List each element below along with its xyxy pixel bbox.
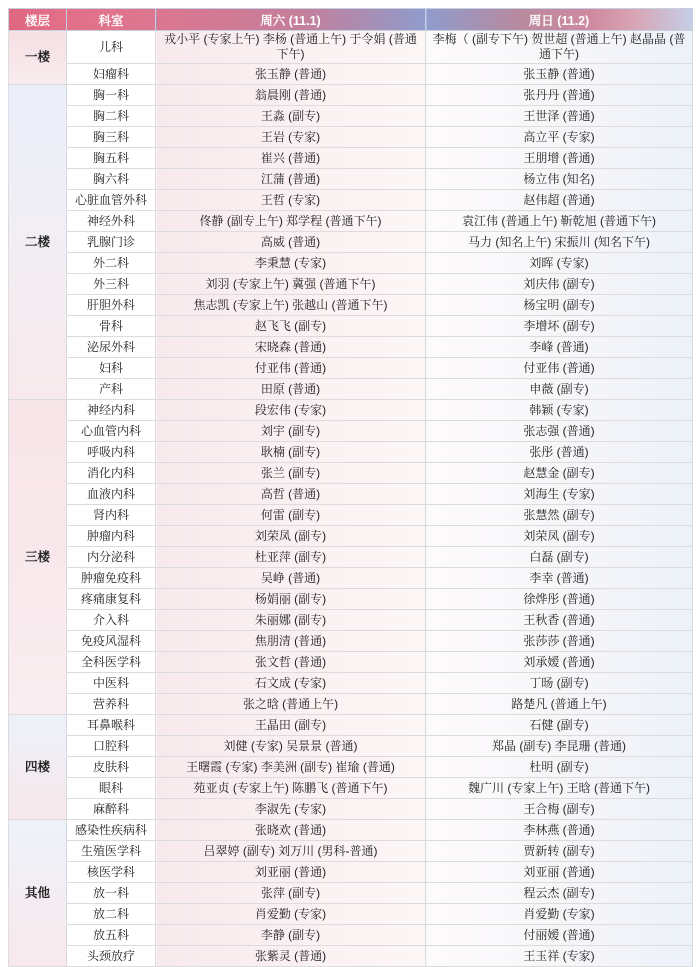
sunday-schedule-cell: 张丹丹 (普通) <box>426 85 693 106</box>
saturday-schedule-cell: 耿楠 (副专) <box>156 442 426 463</box>
table-row <box>9 337 693 358</box>
saturday-schedule-cell: 李静 (副专) <box>156 925 426 946</box>
sunday-schedule-cell: 石健 (副专) <box>426 715 693 736</box>
sunday-schedule-cell: 王世泽 (普通) <box>426 106 693 127</box>
table-row <box>9 862 693 883</box>
table-row <box>9 295 693 316</box>
department-cell: 妇科 <box>67 358 156 379</box>
floor-cell: 其他 <box>9 820 67 967</box>
saturday-schedule-cell: 付亚伟 (普通) <box>156 358 426 379</box>
table-row <box>9 631 693 652</box>
sunday-schedule-cell: 刘海生 (专家) <box>426 484 693 505</box>
sunday-schedule-cell: 高立平 (专家) <box>426 127 693 148</box>
table-row <box>9 190 693 211</box>
sunday-schedule-cell: 付亚伟 (普通) <box>426 358 693 379</box>
sunday-schedule-cell: 王秋香 (普通) <box>426 610 693 631</box>
table-row <box>9 106 693 127</box>
department-cell: 泌尿外科 <box>67 337 156 358</box>
sunday-schedule-cell: 李幸 (普通) <box>426 568 693 589</box>
sunday-schedule-cell: 张慧然 (副专) <box>426 505 693 526</box>
saturday-schedule-cell: 高哲 (普通) <box>156 484 426 505</box>
sunday-schedule-cell: 李增坏 (副专) <box>426 316 693 337</box>
table-row <box>9 379 693 400</box>
saturday-schedule-cell: 焦志凯 (专家上午) 张越山 (普通下午) <box>156 295 426 316</box>
table-row <box>9 568 693 589</box>
saturday-schedule-cell: 张玉静 (普通) <box>156 64 426 85</box>
saturday-schedule-cell: 张之晗 (普通上午) <box>156 694 426 715</box>
table-row <box>9 484 693 505</box>
table-row <box>9 673 693 694</box>
saturday-schedule-cell: 翁晨刚 (普通) <box>156 85 426 106</box>
saturday-schedule-cell: 刘宇 (副专) <box>156 421 426 442</box>
header-row <box>9 9 693 31</box>
saturday-schedule-cell: 田原 (普通) <box>156 379 426 400</box>
table-row <box>9 85 693 106</box>
header-saturday: 周六 (11.1) <box>156 9 426 31</box>
sunday-schedule-cell: 刘晖 (专家) <box>426 253 693 274</box>
table-row <box>9 547 693 568</box>
department-cell: 放一科 <box>67 883 156 904</box>
department-cell: 放五科 <box>67 925 156 946</box>
sunday-schedule-cell: 王玉祥 (专家) <box>426 946 693 967</box>
saturday-schedule-cell: 宋晓森 (普通) <box>156 337 426 358</box>
floor-cell: 四楼 <box>9 715 67 820</box>
table-row <box>9 652 693 673</box>
sunday-schedule-cell: 张玉静 (普通) <box>426 64 693 85</box>
saturday-schedule-cell: 吴峥 (普通) <box>156 568 426 589</box>
sunday-schedule-cell: 路楚凡 (普通上午) <box>426 694 693 715</box>
department-cell: 中医科 <box>67 673 156 694</box>
table-row <box>9 883 693 904</box>
sunday-schedule-cell: 赵伟超 (普通) <box>426 190 693 211</box>
saturday-schedule-cell: 石文成 (专家) <box>156 673 426 694</box>
department-cell: 免疫风湿科 <box>67 631 156 652</box>
saturday-schedule-cell: 江蒲 (普通) <box>156 169 426 190</box>
sunday-schedule-cell: 徐烨彤 (普通) <box>426 589 693 610</box>
sunday-schedule-cell: 张志强 (普通) <box>426 421 693 442</box>
department-cell: 胸三科 <box>67 127 156 148</box>
saturday-schedule-cell: 王曙霞 (专家) 李美洲 (副专) 崔瑜 (普通) <box>156 757 426 778</box>
sunday-schedule-cell: 刘承嫒 (普通) <box>426 652 693 673</box>
department-cell: 胸五科 <box>67 148 156 169</box>
table-row <box>9 463 693 484</box>
saturday-schedule-cell: 苑亚贞 (专家上午) 陈鹏飞 (普通下午) <box>156 778 426 799</box>
floor-cell: 一楼 <box>9 31 67 85</box>
saturday-schedule-cell: 刘羽 (专家上午) 冀强 (普通下午) <box>156 274 426 295</box>
sunday-schedule-cell: 王朋增 (普通) <box>426 148 693 169</box>
saturday-schedule-cell: 李淑先 (专家) <box>156 799 426 820</box>
table-row <box>9 442 693 463</box>
schedule-table <box>8 8 693 967</box>
department-cell: 口腔科 <box>67 736 156 757</box>
saturday-schedule-cell: 张萍 (副专) <box>156 883 426 904</box>
table-row <box>9 316 693 337</box>
table-body <box>9 31 693 967</box>
saturday-schedule-cell: 何雷 (副专) <box>156 505 426 526</box>
department-cell: 麻醉科 <box>67 799 156 820</box>
table-row <box>9 127 693 148</box>
department-cell: 乳腺门诊 <box>67 232 156 253</box>
saturday-schedule-cell: 王哲 (专家) <box>156 190 426 211</box>
saturday-schedule-cell: 杨娟丽 (副专) <box>156 589 426 610</box>
table-row <box>9 232 693 253</box>
table-row <box>9 421 693 442</box>
table-row <box>9 946 693 967</box>
department-cell: 全科医学科 <box>67 652 156 673</box>
saturday-schedule-cell: 戎小平 (专家上午) 李杨 (普通上午) 于令娟 (普通下午) <box>156 31 426 64</box>
table-row <box>9 253 693 274</box>
saturday-schedule-cell: 段宏伟 (专家) <box>156 400 426 421</box>
saturday-schedule-cell: 张文哲 (普通) <box>156 652 426 673</box>
table-row <box>9 610 693 631</box>
sunday-schedule-cell: 付丽嫒 (普通) <box>426 925 693 946</box>
table-row <box>9 358 693 379</box>
department-cell: 生殖医学科 <box>67 841 156 862</box>
department-cell: 介入科 <box>67 610 156 631</box>
sunday-schedule-cell: 程云杰 (副专) <box>426 883 693 904</box>
sunday-schedule-cell: 韩颖 (专家) <box>426 400 693 421</box>
table-row <box>9 757 693 778</box>
saturday-schedule-cell: 赵飞飞 (副专) <box>156 316 426 337</box>
sunday-schedule-cell: 肖爱勤 (专家) <box>426 904 693 925</box>
header-floor: 楼层 <box>9 9 67 31</box>
saturday-schedule-cell: 肖爱勤 (专家) <box>156 904 426 925</box>
department-cell: 营养科 <box>67 694 156 715</box>
sunday-schedule-cell: 王合梅 (副专) <box>426 799 693 820</box>
department-cell: 皮肤科 <box>67 757 156 778</box>
sunday-schedule-cell: 张莎莎 (普通) <box>426 631 693 652</box>
saturday-schedule-cell: 刘荣凤 (副专) <box>156 526 426 547</box>
sunday-schedule-cell: 李峰 (普通) <box>426 337 693 358</box>
table-row <box>9 64 693 85</box>
saturday-schedule-cell: 高威 (普通) <box>156 232 426 253</box>
department-cell: 感染性疾病科 <box>67 820 156 841</box>
table-header <box>9 9 693 31</box>
saturday-schedule-cell: 王晶田 (副专) <box>156 715 426 736</box>
department-cell: 胸二科 <box>67 106 156 127</box>
saturday-schedule-cell: 张兰 (副专) <box>156 463 426 484</box>
sunday-schedule-cell: 白磊 (副专) <box>426 547 693 568</box>
saturday-schedule-cell: 吕翠婷 (副专) 刘万川 (男科-普通) <box>156 841 426 862</box>
table-row <box>9 31 693 64</box>
sunday-schedule-cell: 丁旸 (副专) <box>426 673 693 694</box>
saturday-schedule-cell: 崔兴 (普通) <box>156 148 426 169</box>
table-row <box>9 274 693 295</box>
department-cell: 血液内科 <box>67 484 156 505</box>
sunday-schedule-cell: 马力 (知名上午) 宋振川 (知名下午) <box>426 232 693 253</box>
sunday-schedule-cell: 刘荣凤 (副专) <box>426 526 693 547</box>
sunday-schedule-cell: 刘亚丽 (普通) <box>426 862 693 883</box>
sunday-schedule-cell: 张彤 (普通) <box>426 442 693 463</box>
department-cell: 肝胆外科 <box>67 295 156 316</box>
saturday-schedule-cell: 张紫灵 (普通) <box>156 946 426 967</box>
department-cell: 呼吸内科 <box>67 442 156 463</box>
sunday-schedule-cell: 袁江伟 (普通上午) 靳乾旭 (普通下午) <box>426 211 693 232</box>
department-cell: 头颈放疗 <box>67 946 156 967</box>
saturday-schedule-cell: 杜亚萍 (副专) <box>156 547 426 568</box>
floor-cell: 三楼 <box>9 400 67 715</box>
saturday-schedule-cell: 王岩 (专家) <box>156 127 426 148</box>
department-cell: 儿科 <box>67 31 156 64</box>
table-row <box>9 820 693 841</box>
table-row <box>9 505 693 526</box>
department-cell: 外三科 <box>67 274 156 295</box>
table-row <box>9 211 693 232</box>
department-cell: 肿瘤内科 <box>67 526 156 547</box>
sunday-schedule-cell: 杨立伟 (知名) <box>426 169 693 190</box>
department-cell: 放二科 <box>67 904 156 925</box>
department-cell: 眼科 <box>67 778 156 799</box>
floor-cell: 二楼 <box>9 85 67 400</box>
table-row <box>9 904 693 925</box>
sunday-schedule-cell: 杜明 (副专) <box>426 757 693 778</box>
saturday-schedule-cell: 刘亚丽 (普通) <box>156 862 426 883</box>
header-sunday: 周日 (11.2) <box>426 9 693 31</box>
saturday-schedule-cell: 刘健 (专家) 吴景景 (普通) <box>156 736 426 757</box>
table-row <box>9 148 693 169</box>
department-cell: 外二科 <box>67 253 156 274</box>
department-cell: 神经内科 <box>67 400 156 421</box>
sunday-schedule-cell: 郑晶 (副专) 李昆珊 (普通) <box>426 736 693 757</box>
table-row <box>9 400 693 421</box>
department-cell: 心血管内科 <box>67 421 156 442</box>
sunday-schedule-cell: 李梅（ (副专下午) 贺世超 (普通上午) 赵晶晶 (普通下午) <box>426 31 693 64</box>
table-row <box>9 169 693 190</box>
department-cell: 妇瘤科 <box>67 64 156 85</box>
sunday-schedule-cell: 魏广川 (专家上午) 王晗 (普通下午) <box>426 778 693 799</box>
department-cell: 核医学科 <box>67 862 156 883</box>
department-cell: 肾内科 <box>67 505 156 526</box>
saturday-schedule-cell: 王淼 (副专) <box>156 106 426 127</box>
table-row <box>9 736 693 757</box>
department-cell: 心脏血管外科 <box>67 190 156 211</box>
sunday-schedule-cell: 杨宝明 (副专) <box>426 295 693 316</box>
saturday-schedule-cell: 佟静 (副专上午) 郑学程 (普通下午) <box>156 211 426 232</box>
department-cell: 内分泌科 <box>67 547 156 568</box>
department-cell: 产科 <box>67 379 156 400</box>
table-row <box>9 715 693 736</box>
saturday-schedule-cell: 张晓欢 (普通) <box>156 820 426 841</box>
department-cell: 骨科 <box>67 316 156 337</box>
sunday-schedule-cell: 贾新转 (副专) <box>426 841 693 862</box>
department-cell: 胸六科 <box>67 169 156 190</box>
saturday-schedule-cell: 李秉慧 (专家) <box>156 253 426 274</box>
department-cell: 耳鼻喉科 <box>67 715 156 736</box>
table-row <box>9 799 693 820</box>
saturday-schedule-cell: 焦朋清 (普通) <box>156 631 426 652</box>
sunday-schedule-cell: 申薇 (副专) <box>426 379 693 400</box>
department-cell: 消化内科 <box>67 463 156 484</box>
table-row <box>9 589 693 610</box>
department-cell: 疼痛康复科 <box>67 589 156 610</box>
department-cell: 肿瘤免疫科 <box>67 568 156 589</box>
table-row <box>9 925 693 946</box>
header-department: 科室 <box>67 9 156 31</box>
sunday-schedule-cell: 刘庆伟 (副专) <box>426 274 693 295</box>
table-row <box>9 526 693 547</box>
table-row <box>9 841 693 862</box>
sunday-schedule-cell: 李林燕 (普通) <box>426 820 693 841</box>
sunday-schedule-cell: 赵慧金 (副专) <box>426 463 693 484</box>
department-cell: 胸一科 <box>67 85 156 106</box>
table-row <box>9 778 693 799</box>
department-cell: 神经外科 <box>67 211 156 232</box>
table-row <box>9 694 693 715</box>
saturday-schedule-cell: 朱丽娜 (副专) <box>156 610 426 631</box>
